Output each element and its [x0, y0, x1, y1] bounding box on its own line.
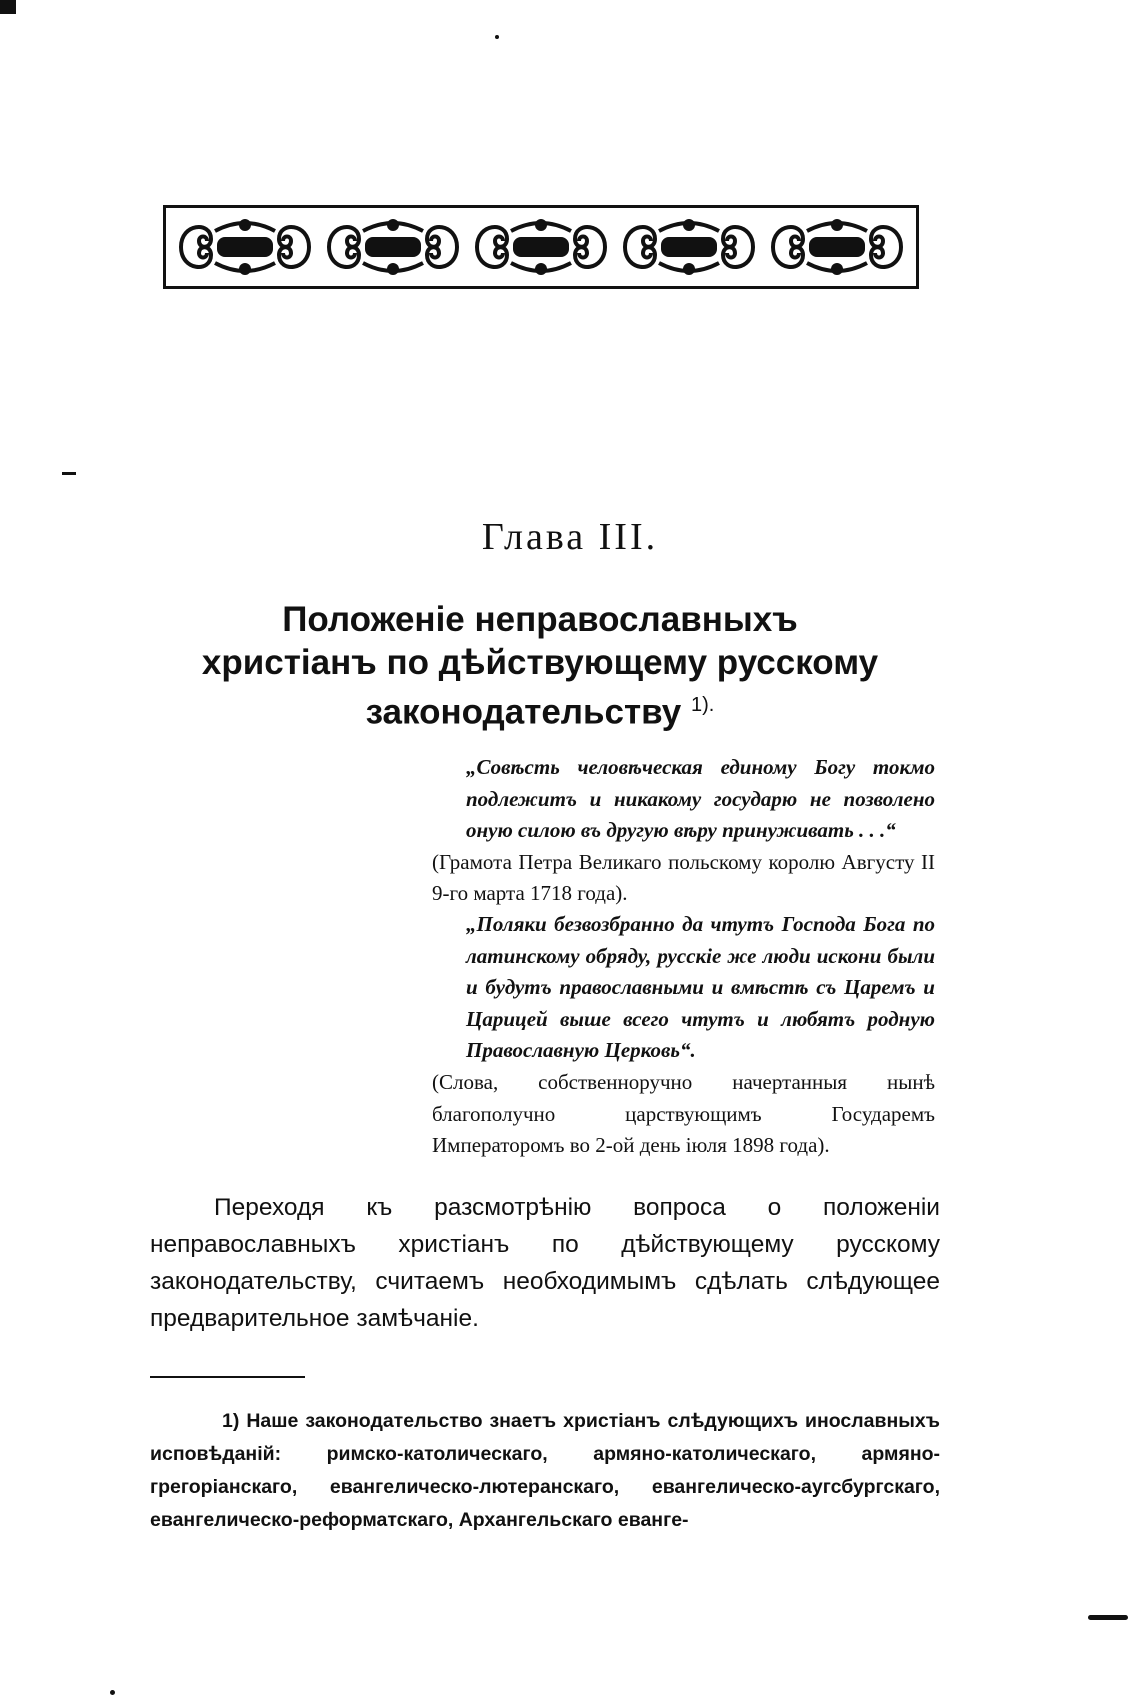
epigraph-emperor [432, 909, 935, 1162]
ornament-stroke [809, 237, 865, 257]
ornament-stroke [279, 227, 309, 247]
ornament-stroke [181, 227, 211, 247]
ornament-stroke [513, 237, 569, 257]
ornament-unit [181, 219, 309, 275]
ornament-stroke [279, 247, 309, 267]
epigraph-quote: „Поляки безвозбранно да чтутъ Господа Бога по латинскому обряду, русскіе же люди искони были и будутъ православными и вмѣстѣ съ Царемъ и Царицей выше всего чтутъ и любятъ родную Православную Церковь“. [466, 912, 935, 1063]
ornament-unit [625, 219, 753, 275]
title-line-1: Положеніе неправославныхъ [282, 600, 798, 639]
ornament-stroke [871, 227, 901, 247]
ornament-stroke [329, 247, 359, 267]
epigraph-peter [432, 752, 935, 910]
ornament-stroke [477, 247, 507, 267]
ornament-stroke [365, 237, 421, 257]
epigraph-source: (Грамота Петра Великаго польскому королю Августу II 9-го марта 1718 года). [432, 849, 935, 906]
scan-mark [0, 0, 16, 14]
footnote: 1) Наше законодательство знаетъ христіанъ слѣдующихъ инославныхъ исповѣданій: римско-католическаго, армяно-католическаго, армяно-грегоріанскаго, евангелическо-лютеранскаго, евангелическо-аугсбургскаго, евангелическо-реформатскаго, Архангельскаго еванге- [150, 1410, 940, 1531]
ornament-stroke [625, 247, 655, 267]
ornament-stroke [773, 227, 803, 247]
title-line-3: законодательству $^{1).}$ [365, 692, 715, 732]
ornament-stroke [661, 237, 717, 257]
epigraph-source: (Слова, собственноручно начертанныя нынѣ благополучно царствующимъ Государемъ Императоромъ во 2-ой день іюля 1898 года). [432, 1069, 935, 1158]
ornament-stroke [773, 247, 803, 267]
scan-mark [62, 472, 76, 475]
header-ornament [163, 205, 919, 289]
ornament-stroke [625, 227, 655, 247]
scan-mark [110, 1690, 115, 1695]
ornament-stroke [723, 247, 753, 267]
title-line-2: христіанъ по дѣйствующему русскому [201, 643, 879, 682]
ornament-unit [477, 219, 605, 275]
ornament-pattern [171, 213, 911, 281]
footnote-divider [150, 1376, 305, 1378]
body-paragraph: Переходя къ разсмотрѣнію вопроса о положеніи неправославныхъ христіанъ по дѣйствующему русскому законодательству, считаемъ необходимымъ сдѣлать слѣдующее предварительное замѣчаніе. [150, 1194, 940, 1332]
ornament-unit [329, 219, 457, 275]
chapter-heading: Глава III. [481, 516, 659, 558]
ornament-stroke [217, 237, 273, 257]
ornament-unit [773, 219, 901, 275]
chapter-title [130, 598, 950, 734]
title-footnote-ref: 1). [691, 694, 715, 716]
scan-mark [495, 35, 499, 39]
ornament-stroke [427, 247, 457, 267]
ornament-stroke [575, 227, 605, 247]
ornament-stroke [329, 227, 359, 247]
ornament-stroke [575, 247, 605, 267]
ornament-stroke [427, 227, 457, 247]
scan-mark [1088, 1615, 1128, 1620]
epigraph-quote: „Совѣсть человѣческая единому Богу токмо подлежитъ и никакому государю не позволено оную силою въ другую вѣру принуживать . . .“ [466, 755, 935, 843]
ornament-stroke [723, 227, 753, 247]
ornament-stroke [477, 227, 507, 247]
ornament-stroke [871, 247, 901, 267]
ornament-stroke [181, 247, 211, 267]
